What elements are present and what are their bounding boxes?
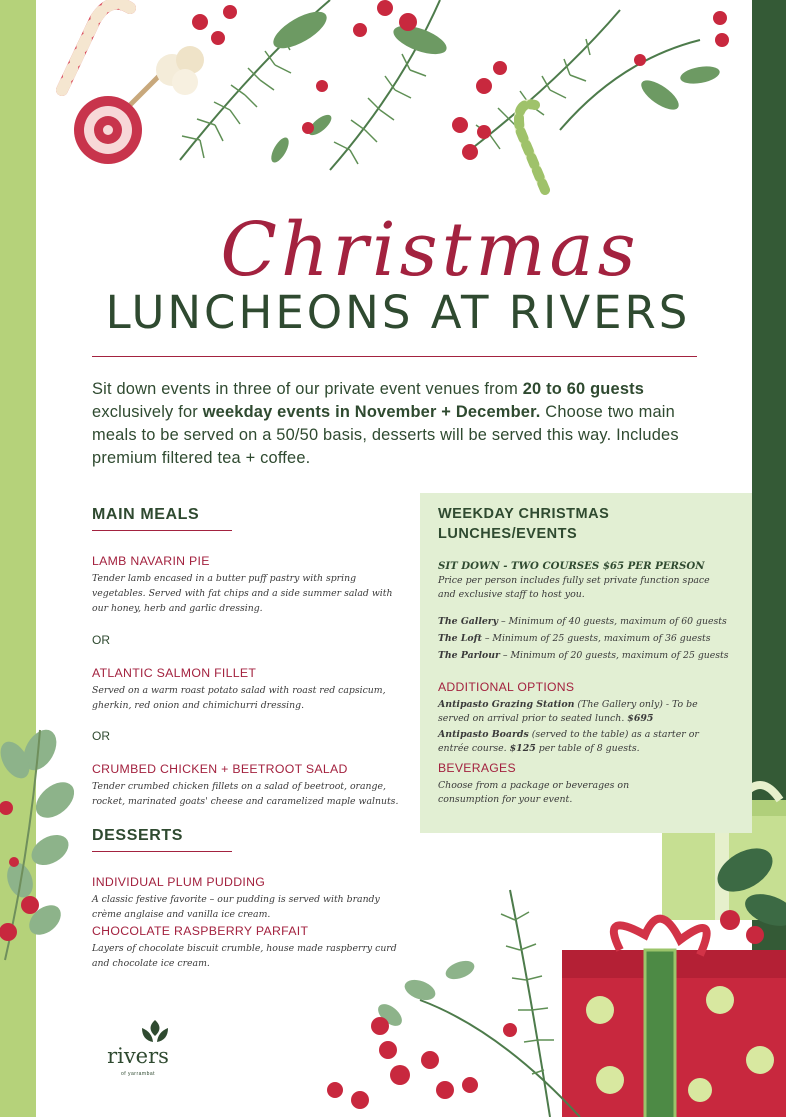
intro-text: exclusively for [92,403,203,421]
top-festive-decoration [0,0,786,210]
candy-cane-icon [62,4,130,90]
venue-loft [438,633,711,644]
dessert-item-description: A classic festive favorite – our pudding is served with brandy crème anglaise and vanilla ice cream. [92,894,380,920]
desserts-heading: DESSERTS [92,827,184,844]
dessert-item-description: Layers of chocolate biscuit crumble, house made raspberry curd and chocolate ice cream. [92,943,397,969]
title-divider [92,356,697,357]
berries-icon [192,0,729,160]
rivers-logo-subtitle: of yarrambat [120,1071,156,1077]
panel-title [438,504,738,544]
intro-guest-range: 20 to 60 guests [522,380,645,398]
price-note: Price per person includes fully set private function space and exclusive staff to host you. [438,575,710,600]
page-title: LUNCHEONS AT RIVERS [105,286,691,339]
main-meals-divider [92,530,232,531]
menu-item-title: LAMB NAVARIN PIE [92,554,210,568]
fir-branch-icon [180,0,700,170]
additional-options-heading: ADDITIONAL OPTIONS [438,680,575,694]
eucalyptus-leaves-icon [0,724,81,941]
venue-detail: – Minimum of 25 guests, maximum of 36 guests [481,633,711,644]
desserts-divider [92,851,232,852]
venue-name: The Loft [438,633,482,644]
dessert-item-title: CHOCOLATE RASPBERRY PARFAIT [92,924,309,938]
antipasto-station [438,698,728,726]
panel-title-line: LUNCHES/EVENTS [438,526,578,542]
menu-item-description: Tender crumbed chicken fillets on a salad of beetroot, orange, rocket, marinated goats' cheese and caramelized maple walnuts. [92,781,399,807]
menu-item-description: Served on a warm roast potato salad with roast red capsicum, gherkin, red onion and chimichurri dressing. [92,685,386,711]
venue-name: The Gallery [438,616,499,627]
intro-event-period: weekday events in November + December. [202,403,541,421]
option-name: Antipasto Boards [438,729,529,740]
beverages-text: Choose from a package or beverages on consumption for your event. [438,780,630,805]
venue-detail: – Minimum of 40 guests, maximum of 60 guests [498,616,727,627]
option-name: Antipasto Grazing Station [438,699,575,710]
sitdown-price: SIT DOWN - TWO COURSES $65 PER PERSON [438,560,705,572]
menu-item-description: Tender lamb encased in a butter puff pastry with spring vegetables. Served with fat chips and a side summer salad with our honey, herb and garlic dressing. [92,573,393,614]
rivers-logo-wordmark: rivers [107,1044,169,1068]
venue-detail: – Minimum of 20 guests, maximum of 25 guests [499,650,729,661]
menu-item-title: CRUMBED CHICKEN + BEETROOT SALAD [92,762,348,776]
red-present-icon [562,919,786,1117]
left-holly-decoration [0,720,100,980]
intro-text: Sit down events in three of our private event venues from [92,380,523,398]
antipasto-boards [438,728,728,756]
main-meals-heading: MAIN MEALS [92,506,200,523]
beverages-heading: BEVERAGES [438,761,516,775]
menu-item-title: ATLANTIC SALMON FILLET [92,666,257,680]
venue-parlour [438,650,729,661]
or-separator: OR [92,633,110,647]
intro-paragraph [92,378,712,470]
lollipop-icon [74,75,160,164]
option-text: per table of 8 guests. [535,743,640,754]
panel-title-line: WEEKDAY CHRISTMAS [438,506,610,522]
option-text: (The Gallery only) - To be served on arrival prior to seated lunch. [438,699,698,724]
cotton-flower-icon [156,46,204,95]
or-separator: OR [92,729,110,743]
venue-gallery [438,616,727,627]
dessert-item-title: INDIVIDUAL PLUM PUDDING [92,875,266,889]
candy-cane-icon [519,104,545,190]
option-price: $695 [627,713,654,724]
option-price: $125 [509,743,536,754]
option-text: (served to the table) as a starter or entrée course. [438,729,699,754]
venue-name: The Parlour [438,650,500,661]
intro-text: Choose two main meals to be served on a 50/50 basis, desserts will be served this way. Includes premium filtered tea + coffee. [92,403,679,467]
title-script: Christmas [220,207,640,293]
